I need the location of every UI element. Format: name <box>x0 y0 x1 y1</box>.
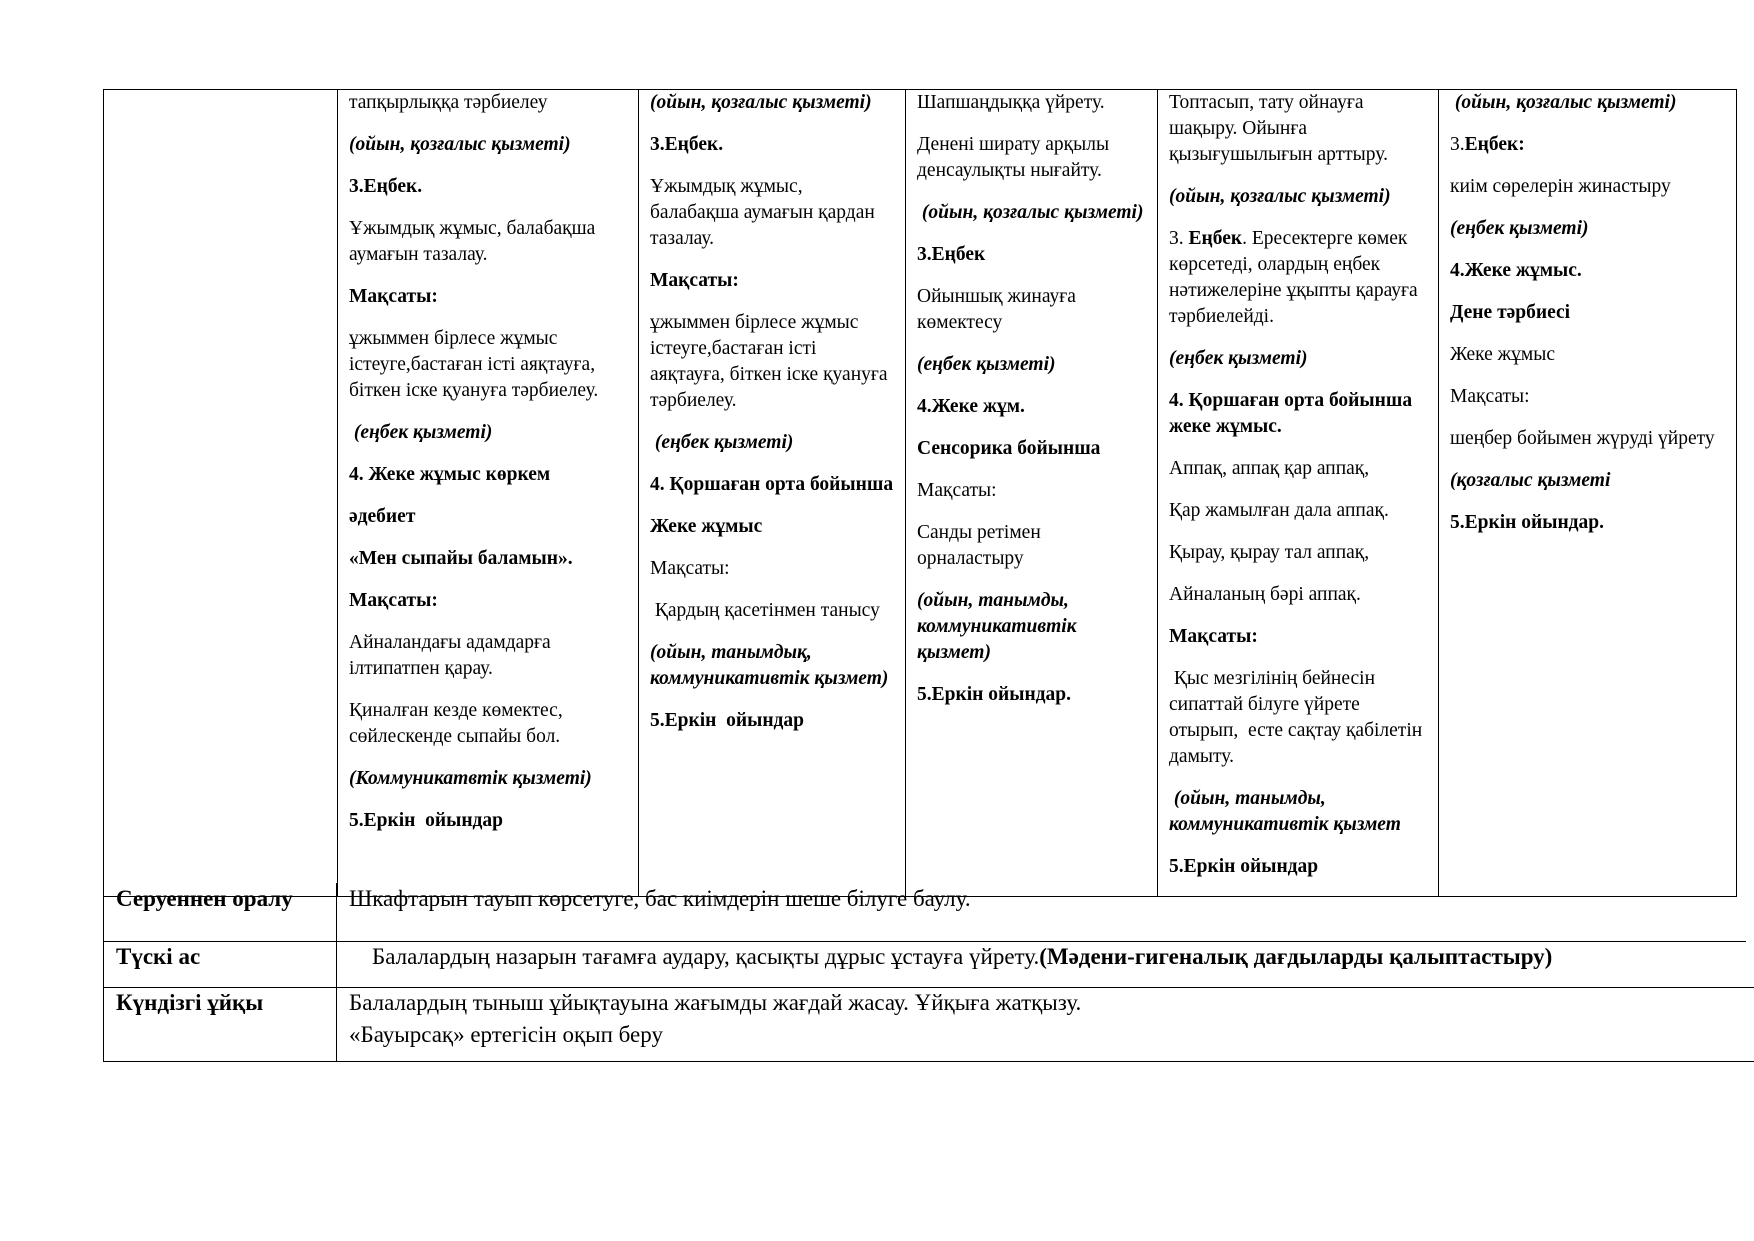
activity-paragraph: Айналаның бәрі аппақ. <box>1169 584 1361 605</box>
activity-paragraph: 3. Еңбек. Ересектерге көмек көрсетеді, олардың еңбек нәтижелеріне ұқыпты қарауға тәрбиелейді. <box>1169 228 1423 327</box>
activity-paragraph: (ойын, қозғалыс қызметі) <box>349 134 571 155</box>
activity-paragraph: Мақсаты: <box>1169 626 1258 647</box>
activity-paragraph: Мақсаты: <box>917 480 997 501</box>
activity-paragraph: Ұжымдық жұмыс, балабақша аумағын тазалау. <box>349 218 601 265</box>
activity-paragraph: 3.Еңбек <box>917 244 986 265</box>
day-cell-content <box>338 90 638 834</box>
activity-paragraph: Санды ретімен орналастыру <box>917 522 1046 569</box>
activity-paragraph: Қар жамылған дала аппақ. <box>1169 500 1389 521</box>
day-cell-content <box>1439 90 1736 536</box>
activity-paragraph: Жеке жұмыс <box>1450 344 1555 365</box>
row-label: Серуеннен оралу <box>104 883 337 941</box>
activity-paragraph: тапқырлыққа тәрбиелеу <box>349 92 548 113</box>
activity-paragraph: (ойын, қозғалыс қызметі) <box>917 202 1144 223</box>
activity-paragraph: 4. Қоршаған орта бойынша жеке жұмыс. <box>1169 390 1417 437</box>
activity-paragraph: 5.Еркін ойындар. <box>1450 512 1605 533</box>
activity-paragraph: (еңбек қызметі) <box>1450 218 1589 239</box>
activity-paragraph: Қыс мезгілінің бейнесін сипаттай білуге үйрете отырып, есте сақтау қабілетін дамыту. <box>1169 668 1428 767</box>
day-cell-content <box>906 90 1157 708</box>
day-cell-content <box>1158 90 1438 880</box>
activity-paragraph: Мақсаты: <box>650 270 739 291</box>
activity-paragraph: 5.Еркін ойындар <box>650 710 805 731</box>
table-row <box>104 90 1737 897</box>
activity-paragraph: 4.Жеке жұмыс. <box>1450 260 1582 281</box>
activity-paragraph: ұжыммен бірлесе жұмыс істеуге,бастаған істі аяқтауға, біткен іске қуануға тәрбиелеу. <box>349 328 600 401</box>
activity-paragraph: Дене тәрбиесі <box>1450 302 1571 323</box>
activity-paragraph: 3.Еңбек: <box>1450 134 1525 155</box>
activity-paragraph: Жеке жұмыс <box>650 516 763 537</box>
activity-paragraph: 5.Еркін ойындар <box>1169 856 1319 877</box>
activity-paragraph: Мақсаты: <box>349 590 438 611</box>
activity-paragraph: «Мен сыпайы баламын». <box>349 548 573 569</box>
row-content: Шкафтарын тауып көрсетуге, бас киімдерін шеше білуге баулу. <box>349 886 971 911</box>
activity-paragraph: (ойын, қозғалыс қызметі) <box>1450 92 1677 113</box>
activity-paragraph: Мақсаты: <box>650 558 730 579</box>
row-label-cell <box>104 90 338 897</box>
activity-paragraph: (ойын, қозғалыс қызметі) <box>1169 186 1391 207</box>
row-daytime-sleep <box>103 987 1754 1062</box>
activity-paragraph: 4. Жеке жұмыс көркем <box>349 464 551 485</box>
activity-paragraph: ұжыммен бірлесе жұмыс істеуге,бастаған істі аяқтауға, біткен іске қуануға тәрбиелеу. <box>650 312 893 411</box>
activity-paragraph: (еңбек қызметі) <box>650 432 794 453</box>
activity-paragraph: Ойыншық жинауға көмектесу <box>917 286 1081 333</box>
activity-paragraph: Ұжымдық жұмыс, балабақша аумағын қардан тазалау. <box>650 176 880 249</box>
row-return-from-walk <box>103 883 1746 942</box>
activity-paragraph: Шапшаңдыққа үйрету. <box>917 92 1105 113</box>
activity-paragraph: әдебиет <box>349 506 416 527</box>
day-cell-3 <box>906 90 1158 897</box>
activity-paragraph: (еңбек қызметі) <box>1169 348 1308 369</box>
row-content <box>337 987 1754 1061</box>
activity-paragraph: Топтасып, тату ойнауға шақыру. Ойынға қызығушылығын арттыру. <box>1169 92 1388 165</box>
activity-paragraph: (еңбек қызметі) <box>349 422 493 443</box>
day-cell-1 <box>338 90 639 897</box>
sleep-line-1: Балалардың тыныш ұйықтауына жағымды жағдай жасау. Ұйқыға жатқызу. <box>349 990 1082 1015</box>
activity-paragraph: киім сөрелерін жинастыру <box>1450 176 1671 197</box>
activity-paragraph: Аппақ, аппақ қар аппақ, <box>1169 458 1370 479</box>
activity-paragraph: Сенсорика бойынша <box>917 438 1101 459</box>
activity-paragraph: Қырау, қырау тал аппақ, <box>1169 542 1370 563</box>
day-cell-5 <box>1439 90 1737 897</box>
activity-paragraph: Қиналған кезде көмектес, сөйлескенде сыпайы бол. <box>349 700 568 747</box>
activity-paragraph: шеңбер бойымен жүруді үйрету <box>1450 428 1715 449</box>
activity-table <box>103 89 1737 897</box>
activity-paragraph: 5.Еркін ойындар <box>349 810 504 831</box>
row-label: Күндізгі ұйқы <box>104 987 337 1061</box>
activity-paragraph: (ойын, танымдық, коммуникативтік қызмет) <box>650 642 889 689</box>
activity-paragraph: 4.Жеке жұм. <box>917 396 1025 417</box>
row-lunch <box>103 941 1754 988</box>
lunch-text: Балалардың назарын тағамға аудару, қасықты дұрыс ұстауға үйрету. <box>349 944 1040 969</box>
activity-paragraph: Қардың қасетінмен танысу <box>650 600 880 621</box>
activity-paragraph: 5.Еркін ойындар. <box>917 684 1072 705</box>
activity-paragraph: Мақсаты: <box>349 286 438 307</box>
activity-paragraph: (ойын, танымды, коммуникативтік қызмет <box>1169 788 1401 835</box>
lunch-text-bold: (Мәдени-гигеналық дағдыларды қалыптастыру) <box>1039 944 1553 969</box>
activity-paragraph: 3.Еңбек. <box>349 176 423 197</box>
activity-paragraph: Айналандағы адамдарға ілтипатпен қарау. <box>349 632 556 679</box>
activity-paragraph: (ойын, танымды, коммуникативтік қызмет) <box>917 590 1082 663</box>
activity-paragraph: (Коммуникатвтік қызметі) <box>349 768 592 789</box>
activity-paragraph: Денені ширату арқылы денсаулықты нығайту. <box>917 134 1114 181</box>
sleep-line-2: «Бауырсақ» ертегісін оқып беру <box>349 1022 663 1047</box>
day-cell-2 <box>639 90 906 897</box>
activity-paragraph: (қозғалыс қызметі <box>1450 470 1611 491</box>
activity-paragraph: (еңбек қызметі) <box>917 354 1056 375</box>
activity-paragraph: (ойын, қозғалыс қызметі) <box>650 92 872 113</box>
row-content <box>337 941 1754 987</box>
activity-paragraph: 3.Еңбек. <box>650 134 724 155</box>
day-cell-content <box>639 90 905 734</box>
day-cell-4 <box>1158 90 1439 897</box>
row-label: Түскі ас <box>104 941 337 987</box>
activity-paragraph: Мақсаты: <box>1450 386 1530 407</box>
activity-paragraph: 4. Қоршаған орта бойынша <box>650 474 894 495</box>
